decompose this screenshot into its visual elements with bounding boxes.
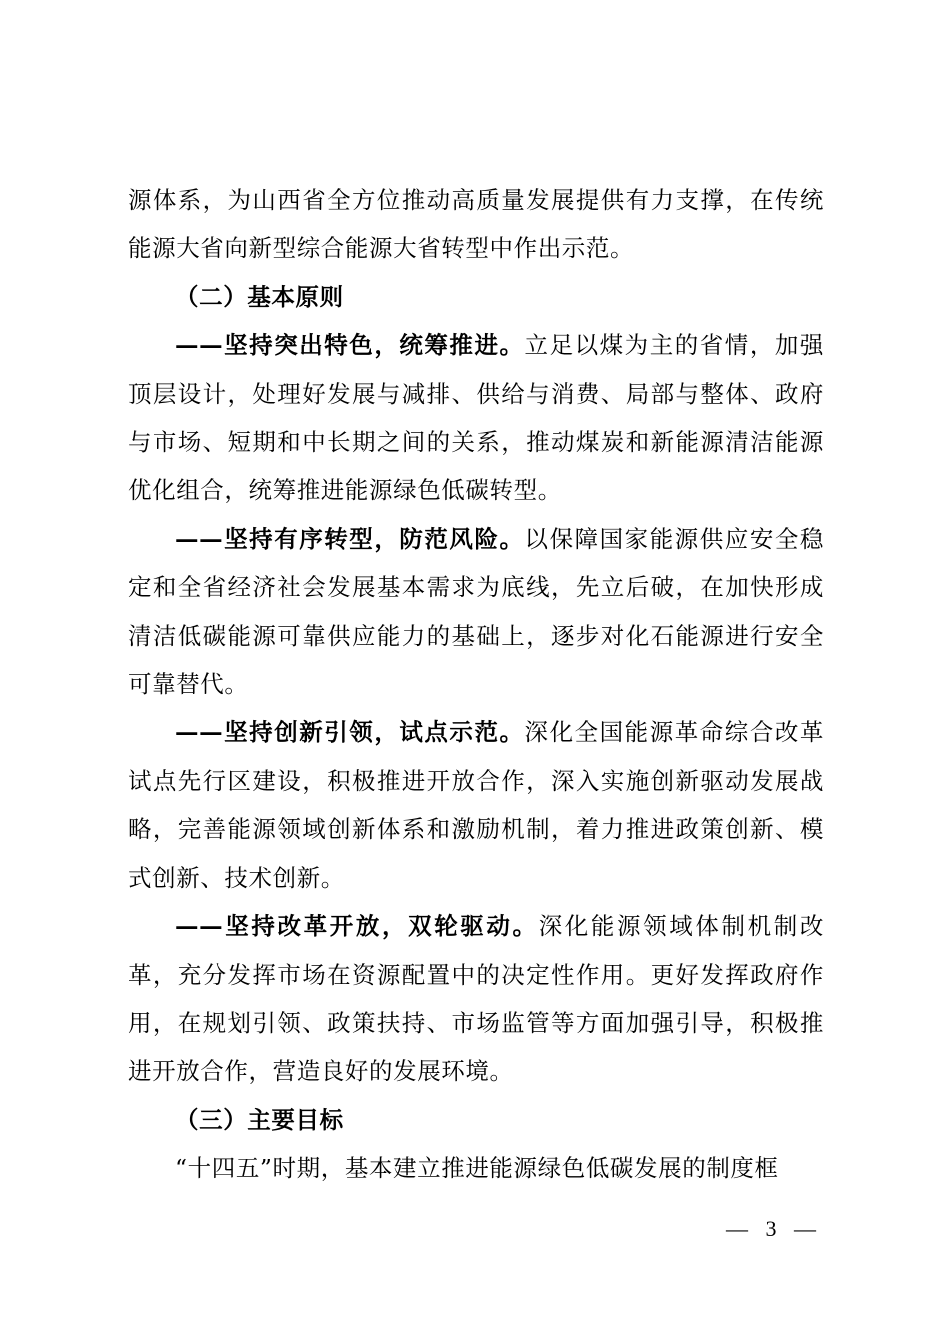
principle-text: 立足以煤为主的省情，加强顶层设计，处理好发展与减排、供给与消费、局部与整体、政府与市场、短期和中长期之间的关系，推动煤炭和新能源清洁能源优化组合，统筹推进能源绿色低碳转型。 xyxy=(128,331,824,505)
heading-text: （二）基本原则 xyxy=(175,282,344,311)
principle-text: 深化全国能源革命综合改革试点先行区建设，积极推进开放合作，深入实施创新驱动发展战略，完善能源领域创新体系和激励机制，着力推进政策创新、模式创新、技术创新。 xyxy=(128,718,824,892)
section-heading-basic-principles xyxy=(128,273,824,321)
continuation-paragraph xyxy=(128,176,824,273)
principle-lead: ——坚持突出特色，统筹推进。 xyxy=(175,331,525,360)
paragraph-text: “十四五”时期，基本建立推进能源绿色低碳发展的制度框 xyxy=(175,1154,779,1183)
principle-paragraph-4 xyxy=(128,902,824,1096)
principle-paragraph-1 xyxy=(128,321,824,515)
principle-text: 以保障国家能源供应安全稳定和全省经济社会发展基本需求为底线，先立后破，在加快形成清洁低碳能源可靠供应能力的基础上，逐步对化石能源进行安全可靠替代。 xyxy=(128,524,824,699)
principle-text: 深化能源领域体制机制改革，充分发挥市场在资源配置中的决定性作用。更好发挥政府作用，在规划引领、政策扶持、市场监管等方面加强引导，积极推进开放合作，营造良好的发展环境。 xyxy=(128,912,824,1086)
heading-text: （三）主要目标 xyxy=(175,1105,344,1134)
principle-lead: ——坚持创新引领，试点示范。 xyxy=(175,718,525,747)
principle-lead: ——坚持改革开放，双轮驱动。 xyxy=(175,912,539,941)
section-heading-main-goals xyxy=(128,1096,824,1144)
goals-paragraph xyxy=(128,1144,824,1192)
document-body xyxy=(128,176,824,1193)
principle-paragraph-3 xyxy=(128,708,824,902)
principle-lead: ——坚持有序转型，防范风险。 xyxy=(175,524,525,553)
page-number: — 3 — xyxy=(726,1216,822,1241)
principle-paragraph-2 xyxy=(128,515,824,709)
paragraph-text: 源体系，为山西省全方位推动高质量发展提供有力支撑，在传统能源大省向新型综合能源大省转型中作出示范。 xyxy=(128,186,824,263)
